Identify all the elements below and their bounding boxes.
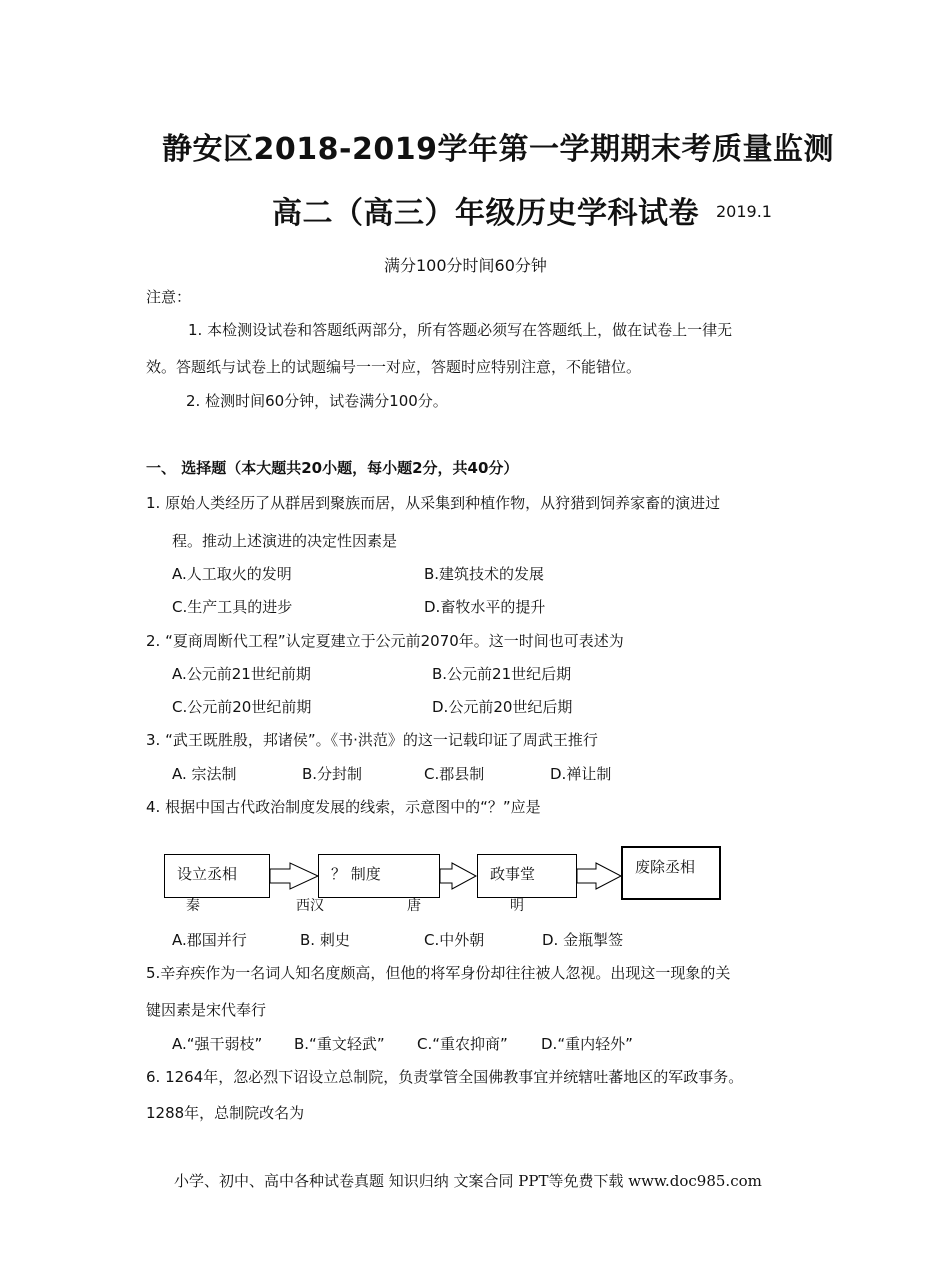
q5-stem-line-1: 5.辛弃疾作为一名词人知名度颇高，但他的将军身份却往往被人忽视。出现这一现象的关	[146, 964, 731, 982]
q1-option-b: B.建筑技术的发展	[424, 565, 545, 583]
q2-option-c: C.公元前20世纪前期	[172, 698, 312, 716]
q4-option-a: A.郡国并行	[172, 931, 247, 949]
q2-stem: 2. “夏商周断代工程”认定夏建立于公元前2070年。这一时间也可表述为	[146, 632, 624, 650]
exam-info: 满分100分时间60分钟	[384, 256, 547, 275]
title-line-1: 静安区2018-2019学年第一学期期末考质量监测	[162, 132, 834, 167]
era-label-3: 唐	[407, 898, 421, 914]
era-label-4: 明	[510, 898, 524, 914]
q2-option-d: D.公元前20世纪后期	[432, 698, 573, 716]
q5-option-a: A.“强干弱枝”	[172, 1035, 263, 1053]
q1-stem-line-2: 程。推动上述演进的决定性因素是	[172, 532, 398, 550]
q2-option-b: B.公元前21世纪后期	[432, 665, 572, 683]
flow-arrow-3	[577, 863, 621, 889]
exam-date: 2019.1	[716, 202, 772, 221]
era-label-2: 西汉	[296, 898, 324, 914]
q4-stem: 4. 根据中国古代政治制度发展的线索，示意图中的“？”应是	[146, 798, 541, 816]
q5-stem-line-2: 键因素是宋代奉行	[146, 1001, 267, 1019]
notice-item-2: 2. 检测时间60分钟，试卷满分100分。	[186, 392, 448, 410]
flow-box-1: 设立丞相	[164, 854, 270, 898]
q3-option-d: D.禅让制	[550, 765, 612, 783]
q5-option-c: C.“重农抑商”	[417, 1035, 508, 1053]
q1-option-a: A.人工取火的发明	[172, 565, 292, 583]
page-footer: 小学、初中、高中各种试卷真题 知识归纳 文案合同 PPT等免费下载 www.doc985.com	[174, 1172, 762, 1190]
q5-option-d: D.“重内轻外”	[541, 1035, 633, 1053]
flow-arrow-2	[440, 863, 476, 889]
notice-item-1-line-2: 效。答题纸与试卷上的试题编号一一对应，答题时应特别注意，不能错位。	[146, 358, 642, 376]
q3-option-a: A. 宗法制	[172, 765, 237, 783]
notice-item-1-line-1: 1. 本检测设试卷和答题纸两部分，所有答题必须写在答题纸上，做在试卷上一律无	[188, 321, 733, 339]
q1-stem-line-1: 1. 原始人类经历了从群居到聚族而居，从采集到种植作物，从狩猎到饲养家畜的演进过	[146, 494, 721, 512]
title-line-2: 高二（高三）年级历史学科试卷	[272, 196, 699, 231]
q6-stem-line-1: 6. 1264年，忽必烈下诏设立总制院，负责掌管全国佛教事宜并统辖吐蕃地区的军政事务。	[146, 1068, 744, 1086]
q2-option-a: A.公元前21世纪前期	[172, 665, 311, 683]
q4-option-c: C.中外朝	[424, 931, 485, 949]
flow-box-4: 废除丞相	[621, 846, 721, 900]
q4-option-d: D. 金瓶掣签	[542, 931, 624, 949]
q6-stem-line-2: 1288年，总制院改名为	[146, 1104, 305, 1122]
q3-stem: 3. “武王既胜殷，邦诸侯”。《书·洪范》的这一记载印证了周武王推行	[146, 731, 598, 749]
flow-box-3: 政事堂	[477, 854, 577, 898]
notice-label: 注意：	[146, 288, 192, 306]
q1-option-c: C.生产工具的进步	[172, 598, 293, 616]
flow-box-2: ？ 制度	[318, 854, 440, 898]
flow-arrow-1	[270, 863, 318, 889]
q3-option-c: C.郡县制	[424, 765, 485, 783]
q3-option-b: B.分封制	[302, 765, 363, 783]
q1-option-d: D.畜牧水平的提升	[424, 598, 546, 616]
section-heading: 一、 选择题（本大题共20小题，每小题2分，共40分）	[146, 459, 519, 477]
q5-option-b: B.“重文轻武”	[294, 1035, 385, 1053]
q4-option-b: B. 刺史	[300, 931, 350, 949]
era-label-1: 秦	[186, 898, 200, 914]
